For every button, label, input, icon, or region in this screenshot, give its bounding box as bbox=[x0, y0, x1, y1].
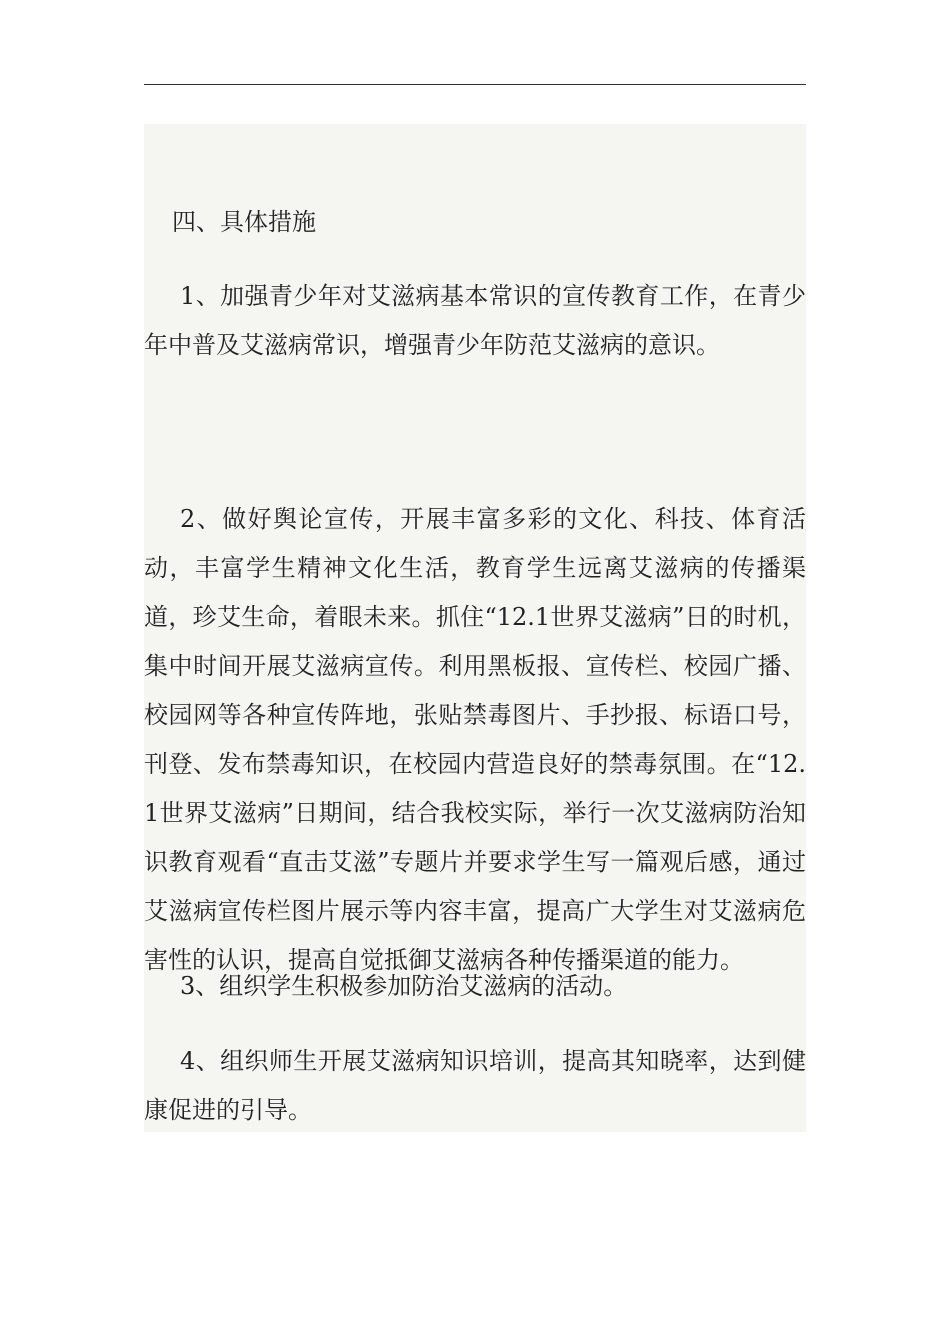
header-rule bbox=[144, 84, 806, 85]
content-panel bbox=[144, 124, 806, 1132]
paragraph-measure-2: 2、做好舆论宣传，开展丰富多彩的文化、科技、体育活动，丰富学生精神文化生活，教育学生远离艾滋病的传播渠道，珍艾生命，着眼未来。抓住“12.1世界艾滋病”日的时机，集中时间开展艾滋病宣传。利用黑板报、宣传栏、校园广播、校园网等各种宣传阵地，张贴禁毒图片、手抄报、标语口号，刊登、发布禁毒知识，在校园内营造良好的禁毒氛围。在“12.1世界艾滋病”日期间，结合我校实际，举行一次艾滋病防治知识教育观看“直击艾滋”专题片并要求学生写一篇观后感，通过艾滋病宣传栏图片展示等内容丰富，提高广大学生对艾滋病危害性的认识，提高自觉抵御艾滋病各种传播渠道的能力。 bbox=[144, 505, 806, 974]
paragraph-measure-4: 4、组织师生开展艾滋病知识培训，提高其知晓率，达到健康促进的引导。 bbox=[144, 1047, 806, 1124]
paragraph-measure-3: 3、组织学生积极参加防治艾滋病的活动。 bbox=[180, 972, 628, 1000]
paragraph-measure-1: 1、加强青少年对艾滋病基本常识的宣传教育工作，在青少年中普及艾滋病常识，增强青少年防范艾滋病的意识。 bbox=[144, 282, 806, 359]
section-heading: 四、具体措施 bbox=[172, 208, 316, 236]
